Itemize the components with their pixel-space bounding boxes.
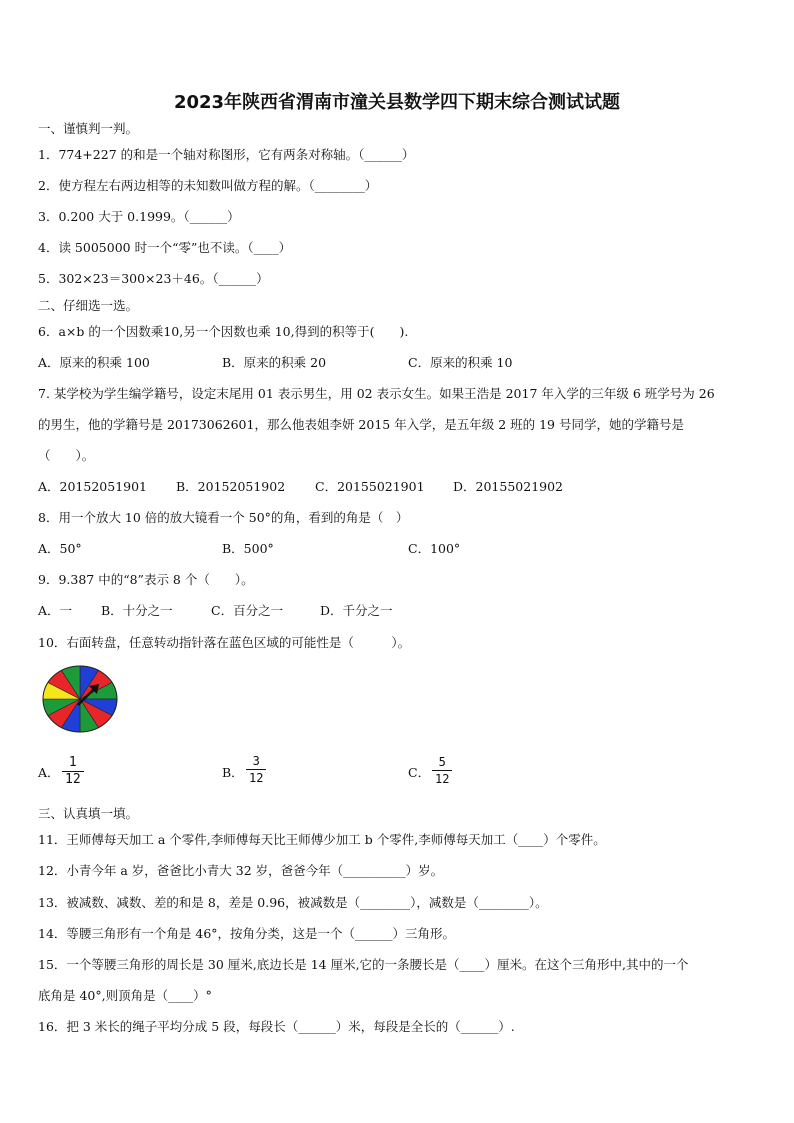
question-13: 13．被减数、减数、差的和是 8，差是 0.96，被减数是（________），减数是（________）。 xyxy=(38,895,548,910)
question-10-option-b-fraction xyxy=(246,754,266,785)
question-14: 14．等腰三角形有一个角是 46°，按角分类，这是一个（______）三角形。 xyxy=(38,926,456,941)
question-6-option-a: A．原来的积乘 100 xyxy=(38,355,150,370)
question-9-option-b: B．十分之一 xyxy=(101,603,173,618)
fraction-b-bar xyxy=(246,769,266,770)
fraction-a-denominator: 12 xyxy=(65,772,81,787)
question-6: 6．a×b 的一个因数乘10,另一个因数也乘 10,得到的积等于( ). xyxy=(38,324,409,339)
question-9-option-d: D．千分之一 xyxy=(320,603,393,618)
question-10-option-a-label: A． xyxy=(38,765,60,780)
question-9: 9．9.387 中的“8”表示 8 个（ ）。 xyxy=(38,572,254,587)
question-9-option-a: A．一 xyxy=(38,603,73,618)
question-10: 10．右面转盘，任意转动指针落在蓝色区域的可能性是（ ）。 xyxy=(38,635,411,650)
question-4: 4．读 5005000 时一个“零”也不读。（____） xyxy=(38,240,292,255)
question-6-option-b: B．原来的积乘 20 xyxy=(222,355,327,370)
fraction-b-denominator: 12 xyxy=(249,771,264,785)
question-12: 12．小青今年 a 岁，爸爸比小青大 32 岁，爸爸今年（__________）岁。 xyxy=(38,863,444,878)
question-7-option-d: D．20155021902 xyxy=(453,479,564,494)
fraction-c-bar xyxy=(432,770,452,771)
question-10-option-c-label: C． xyxy=(408,765,431,780)
question-15-line-1: 15．一个等腰三角形的周长是 30 厘米,底边长是 14 厘米,它的一条腰长是（____）厘米。在这个三角形中,其中的一个 xyxy=(38,957,689,972)
fraction-c-denominator: 12 xyxy=(435,772,450,786)
question-7-option-a: A．20152051901 xyxy=(38,479,148,494)
question-7-line-1: 7. 某学校为学生编学籍号，设定末尾用 01 表示男生，用 02 表示女生。如果王浩是 2017 年入学的三年级 6 班学号为 26 xyxy=(38,386,715,401)
question-6-option-c: C．原来的积乘 10 xyxy=(408,355,513,370)
question-8: 8．用一个放大 10 倍的放大镜看一个 50°的角，看到的角是（ ） xyxy=(38,510,409,525)
fraction-a-numerator: 1 xyxy=(68,755,77,770)
question-7-line-3: （ ）。 xyxy=(38,448,95,463)
question-3: 3．0.200 大于 0.1999。（______） xyxy=(38,209,240,224)
page-title: 2023年陕西省渭南市潼关县数学四下期末综合测试试题 xyxy=(173,92,621,113)
question-10-option-a-fraction xyxy=(62,756,84,787)
question-1: 1．774+227 的和是一个轴对称图形，它有两条对称轴。（______） xyxy=(38,147,415,162)
section-heading-3: 三、认真填一填。 xyxy=(38,806,139,821)
question-7-line-2: 的男生，他的学籍号是 20173062601，那么他表姐李妍 2015 年入学，是五年级 2 班的 19 号同学，她的学籍号是 xyxy=(38,417,684,432)
question-8-option-a: A．50° xyxy=(38,541,82,556)
question-11: 11．王师傅每天加工 a 个零件,李师傅每天比王师傅少加工 b 个零件,李师傅每天加工（____）个零件。 xyxy=(38,832,606,847)
fraction-b-numerator: 3 xyxy=(252,754,260,768)
question-8-option-b: B．500° xyxy=(222,541,274,556)
question-2: 2．使方程左右两边相等的未知数叫做方程的解。（________） xyxy=(38,178,378,193)
question-15-line-2: 底角是 40°,则顶角是（____）° xyxy=(38,988,212,1003)
question-16: 16．把 3 米长的绳子平均分成 5 段，每段长（______）米，每段是全长的（______）. xyxy=(38,1019,515,1034)
spinner-wheel xyxy=(40,663,120,735)
question-10-option-b-label: B． xyxy=(222,765,244,780)
question-9-option-c: C．百分之一 xyxy=(211,603,284,618)
question-5: 5．302×23＝300×23＋46。（______） xyxy=(38,271,269,286)
question-7-option-b: B．20152051902 xyxy=(176,479,286,494)
question-10-option-c-fraction xyxy=(432,755,452,786)
question-7-option-c: C．20155021901 xyxy=(315,479,425,494)
question-8-option-c: C．100° xyxy=(408,541,461,556)
section-heading-1: 一、谨慎判一判。 xyxy=(38,121,139,136)
section-heading-2: 二、仔细选一选。 xyxy=(38,298,139,313)
fraction-c-numerator: 5 xyxy=(438,755,446,769)
